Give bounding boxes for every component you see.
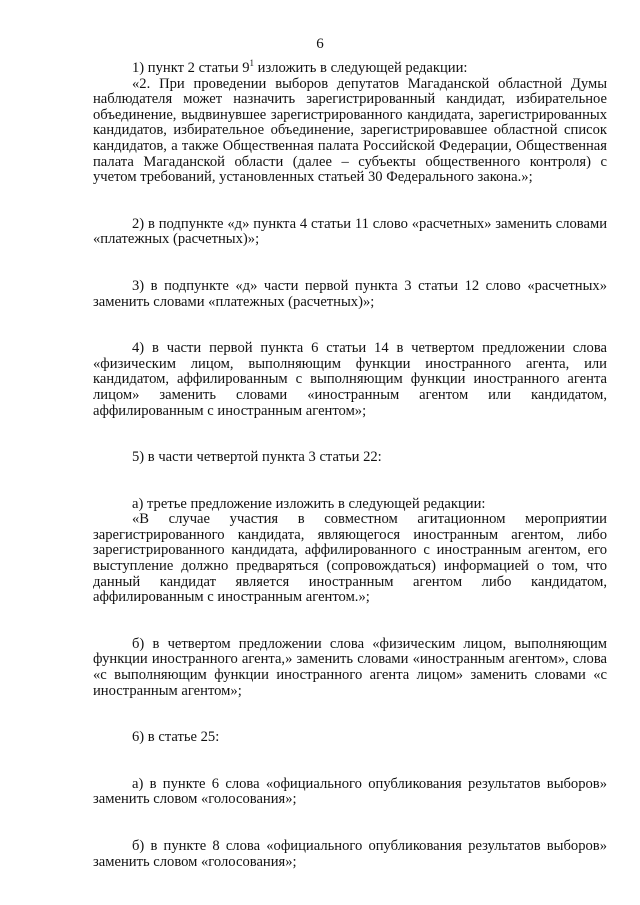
page-number: 6 [316, 36, 324, 52]
paragraph-item-2: 2) в подпункте «д» пункта 4 статьи 11 слово «расчетных» заменить словами «платежных (расчетных)»; [93, 215, 607, 248]
paragraph-text: 1) пункт 2 статьи 9 [132, 60, 250, 76]
spacer [93, 248, 607, 279]
superscript: 1 [249, 58, 255, 69]
subparagraph-a: а) третье предложение изложить в следующей редакции: [132, 495, 486, 512]
spacer [93, 699, 607, 730]
spacer [93, 466, 607, 497]
paragraph-item-1 [93, 58, 607, 77]
spacer [93, 808, 607, 839]
spacer [93, 310, 607, 341]
quoted-paragraph: «В случае участия в совместном агитационном мероприятии зарегистрированного кандидата, являющегося иностранным агентом, либо зарегистрированного кандидата, аффилированного с иностранным агентом, его выступление должно предваряться (сопровождаться) информацией о том, что данный кандидат является иностранным агентом либо кандидатом, аффилированным с иностранным агентом.»; [93, 511, 607, 606]
subparagraph-b: б) в четвертом предложении слова «физическим лицом, выполняющим функции иностранного агента,» заменить словами «иностранным агентом», слова «с выполняющим функции иностранного агента лицом» заменить словами «с иностранным агентом»; [93, 635, 607, 699]
paragraph-item-4: 4) в части первой пункта 6 статьи 14 в четвертом предложении слова «физическим лицом, выполняющим функции иностранного агента, или кандидатом, аффилированным с выполняющим функции иностранного агента лицом» заменить словами «иностранным агентом или кандидатом, аффилированным с иностранным агентом»; [93, 340, 607, 419]
subparagraph-b: б) в пункте 8 слова «официального опубликования результатов выборов» заменить словом «голосования»; [93, 838, 607, 870]
subparagraph-a: а) в пункте 6 слова «официального опубликования результатов выборов» заменить словом «голосования»; [93, 775, 607, 808]
spacer [93, 419, 607, 450]
paragraph-item-3: 3) в подпункте «д» части первой пункта 3 статьи 12 слово «расчетных» заменить словами «платежных (расчетных)»; [93, 277, 607, 310]
spacer [93, 186, 607, 217]
document-body [93, 58, 607, 870]
paragraph-text: изложить в следующей редакции: [254, 60, 468, 76]
quoted-paragraph: «2. При проведении выборов депутатов Магаданской областной Думы наблюдателя может назначить зарегистрированный кандидат, избирательное объединение, выдвинувшее зарегистрированного кандидата, зарегистрированных кандидатов, избирательное объединение, зарегистрировавшее областной список кандидатов, а также Общественная палата Российской Федерации, Общественная палата Магаданской области (далее – субъекты общественного контроля) с учетом требований, установленных статьей 30 Федерального закона.»; [93, 75, 607, 186]
paragraph-item-5: 5) в части четвертой пункта 3 статьи 22: [132, 449, 382, 466]
paragraph-item-6: 6) в статье 25: [132, 729, 220, 746]
spacer [93, 746, 607, 777]
spacer [93, 606, 607, 637]
